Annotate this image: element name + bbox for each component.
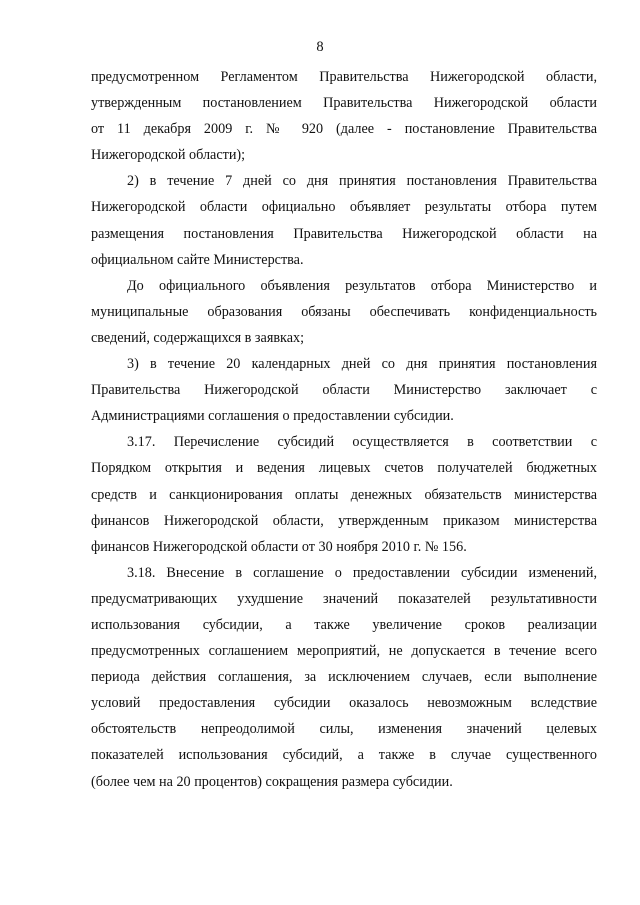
text-line: Нижегородской области); (91, 147, 246, 164)
text-line: Администрациями соглашения о предоставлении субсидии. (91, 408, 454, 425)
text-line: периода действия соглашения, за исключением случаев, если выполнение (91, 669, 597, 686)
text-line: До официального объявления результатов отбора Министерство и (127, 277, 597, 294)
text-line: Правительства Нижегородской области Министерство заключает с (91, 382, 597, 399)
text-line: Порядком открытия и ведения лицевых счетов получателей бюджетных (91, 460, 597, 477)
text-line: официальном сайте Министерства. (91, 251, 304, 268)
text-line: Нижегородской области официально объявляет результаты отбора путем (91, 199, 597, 216)
text-line: обстоятельств непреодолимой силы, изменения значений целевых (91, 721, 597, 738)
text-line: размещения постановления Правительства Нижегородской области на (91, 225, 597, 242)
text-line: финансов Нижегородской области от 30 ноября 2010 г. № 156. (91, 538, 467, 555)
text-line: средств и санкционирования оплаты денежных обязательств министерства (91, 486, 597, 503)
document-body (91, 64, 597, 795)
text-line: финансов Нижегородской области, утвержденным приказом министерства (91, 512, 597, 529)
text-line: условий предоставления субсидии оказалось невозможным вследствие (91, 695, 597, 712)
page-number: 8 (316, 39, 324, 55)
text-line: от 11 декабря 2009 г. № 920 (далее - постановление Правительства (91, 121, 597, 138)
text-line: предусматривающих ухудшение значений показателей результативности (91, 590, 597, 607)
text-line: (более чем на 20 процентов) сокращения размера субсидии. (91, 773, 453, 790)
text-line: показателей использования субсидий, а также в случае существенного (91, 747, 597, 764)
text-line: 3) в течение 20 календарных дней со дня принятия постановления (127, 356, 597, 373)
text-line: 3.17. Перечисление субсидий осуществляется в соответствии с (127, 434, 597, 451)
text-line: 3.18. Внесение в соглашение о предоставлении субсидии изменений, (127, 564, 597, 581)
text-line: использования субсидии, а также увеличение сроков реализации (91, 616, 597, 633)
text-line: предусмотренном Регламентом Правительства Нижегородской области, (91, 69, 597, 85)
text-line: утвержденным постановлением Правительства Нижегородской области (91, 95, 597, 112)
text-line: сведений, содержащихся в заявках; (91, 329, 305, 346)
text-line: предусмотренных соглашением мероприятий, не допускается в течение всего (91, 643, 597, 660)
text-line: 2) в течение 7 дней со дня принятия постановления Правительства (127, 173, 597, 190)
text-line: муниципальные образования обязаны обеспечивать конфиденциальность (91, 303, 597, 320)
